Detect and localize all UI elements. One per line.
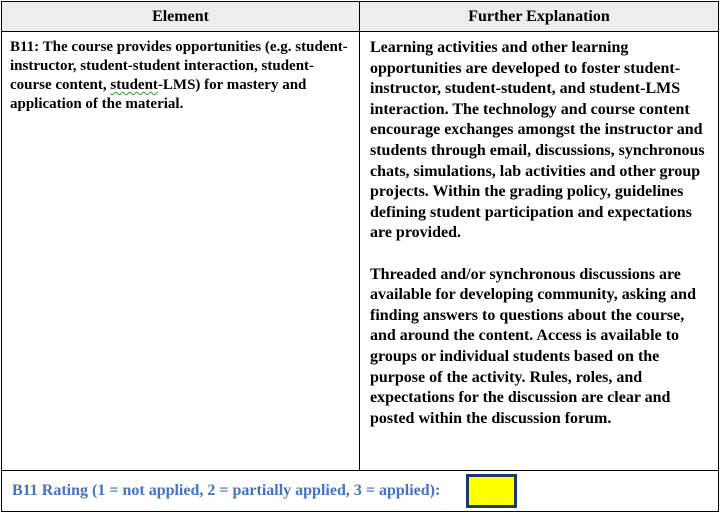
explanation-paragraph-1: Learning activities and other learning opportunities are developed to foster student-instructor, student-student, and student-LMS interaction. The technology and course content encourage exchanges amongst the instructor and students through email, discussions, synchronous chats, simulations, lab activities and other group projects. Within the grading policy, guidelines defining student participation and expectations are provided. — [370, 39, 705, 242]
element-text-after: -LMS) for mastery and application of the material. — [10, 77, 307, 112]
rating-row — [2, 471, 719, 512]
rubric-table — [1, 1, 719, 512]
element-column-header: Element — [2, 2, 360, 32]
spellcheck-marked-word: student — [110, 77, 158, 93]
explanation-column-header: Further Explanation — [360, 2, 719, 32]
header-row — [2, 2, 719, 32]
explanation-cell — [360, 32, 719, 471]
criterion-row — [2, 32, 719, 471]
rating-input-box[interactable] — [466, 474, 517, 508]
explanation-paragraph-2: Threaded and/or synchronous discussions are available for developing community, asking and finding answers to questions about the course, and around the content. Access is available to groups or individual students based on the purpose of the activity. Rules, roles, and expectations for the discussion are clear and posted within the discussion forum. — [370, 265, 696, 427]
element-cell — [2, 32, 360, 471]
rating-cell — [2, 471, 719, 512]
element-text-before: B11: The course provides opportunities (e.g. student-instructor, student-student interaction, student-course content, — [10, 39, 348, 93]
rating-line — [12, 471, 718, 511]
rating-label: B11 Rating (1 = not applied, 2 = partially applied, 3 = applied): — [12, 482, 441, 499]
